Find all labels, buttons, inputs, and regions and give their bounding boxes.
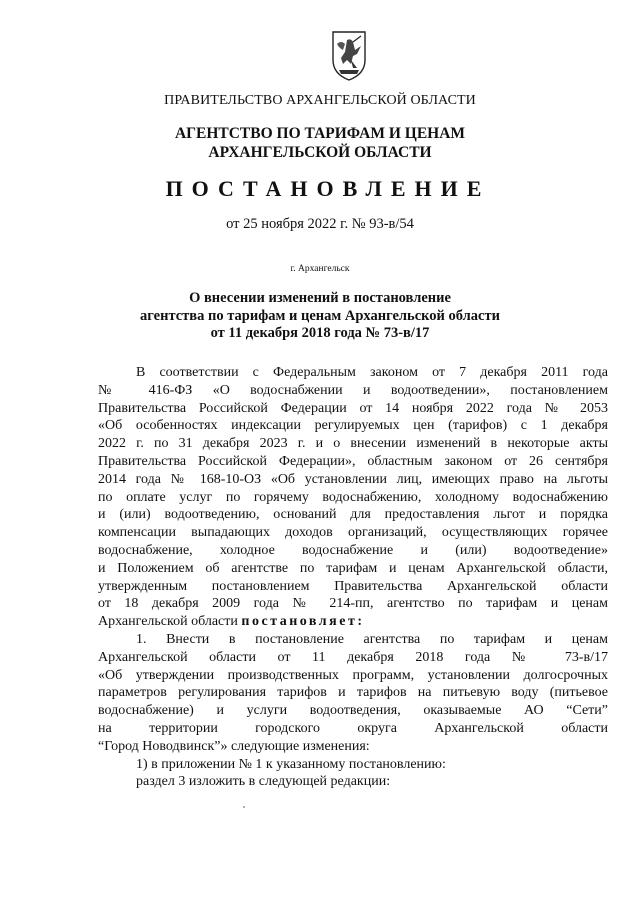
body-line: Архангельской области от 11 декабря 2018 года № 73-в/17 — [98, 649, 608, 665]
body-line: 2014 года № 168-10-ОЗ «Об установлении лиц, имеющих право на льготы — [98, 471, 608, 487]
body-line: «Об утверждении производственных программ, установлении долгосрочных — [98, 667, 608, 683]
document-date-number: от 25 ноября 2022 г. № 93-в/54 — [226, 216, 414, 232]
list-item: 1) в приложении № 1 к указанному постановлению: — [136, 756, 446, 772]
body-line: Правительства Российской Федерации от 14 ноября 2022 года № 2053 — [98, 400, 608, 416]
subject-line3: от 11 декабря 2018 года № 73-в/17 — [210, 325, 430, 341]
document-subject — [0, 290, 640, 343]
body-line-resolution — [98, 613, 608, 631]
document-type-title: ПОСТАНОВЛЕНИЕ — [165, 176, 491, 201]
body-line: по оплате услуг по горячему водоснабжению, холодному водоснабжению — [98, 489, 608, 505]
body-line: утвержденным постановлением Правительства Архангельской области — [98, 578, 608, 594]
body-line: «Об особенностях индексации регулируемых цен (тарифов) с 1 декабря — [98, 418, 608, 434]
body-line: и (или) водоотведению, оснований для предоставления льгот и порядка — [98, 507, 608, 523]
body-line: № 416-ФЗ «О водоснабжении и водоотведении», постановлением — [98, 382, 608, 398]
agency-name-line1: АГЕНТСТВО ПО ТАРИФАМ И ЦЕНАМ — [174, 125, 466, 142]
government-name: ПРАВИТЕЛЬСТВО АРХАНГЕЛЬСКОЙ ОБЛАСТИ — [164, 93, 476, 108]
body-line: 1. Внести в постановление агентства по тарифам и ценам — [136, 631, 608, 647]
body-line: водоснабжение) и услуги водоотведения, оказываемые АО “Сети” — [98, 703, 608, 719]
agency-name — [0, 124, 640, 162]
subject-line1: О внесении изменений в постановление — [189, 290, 451, 306]
body-line: водоснабжение, холодное водоснабжение и (или) водоотведение» — [98, 542, 608, 558]
body-line: и Положением об агентстве по тарифам и ценам Архангельской области, — [98, 560, 608, 576]
agency-name-line2: АРХАНГЕЛЬСКОЙ ОБЛАСТИ — [208, 144, 432, 161]
body-line: на территории городского округа Архангельской области — [98, 720, 608, 736]
body-line: В соответствии с Федеральным законом от 7 декабря 2011 года — [136, 365, 608, 380]
body-line: от 18 декабря 2009 года № 214-пп, агентство по тарифам и ценам — [98, 596, 608, 612]
scan-speck — [243, 806, 245, 808]
body-line: “Город Новодвинск”» следующие изменения: — [98, 738, 370, 754]
resolves-word: постановляет: — [241, 614, 365, 630]
subject-line2: агентства по тарифам и ценам Архангельской области — [140, 307, 500, 324]
list-item: раздел 3 изложить в следующей редакции: — [136, 774, 391, 790]
body-line: 2022 г. по 31 декабря 2023 г. и о внесении изменений в некоторые акты — [98, 436, 608, 452]
coat-of-arms-icon — [327, 30, 371, 82]
document-body — [98, 364, 608, 791]
body-line: Правительства Российской Федерации», областным законом от 26 сентября — [98, 453, 608, 469]
resolution-prefix: Архангельской области — [98, 614, 242, 630]
body-line: параметров регулирования тарифов и тарифов на питьевую воду (питьевое — [98, 685, 608, 701]
body-line: компенсации выпадающих доходов организаций, осуществляющих горячее — [98, 525, 608, 541]
document-city: г. Архангельск — [290, 264, 350, 274]
